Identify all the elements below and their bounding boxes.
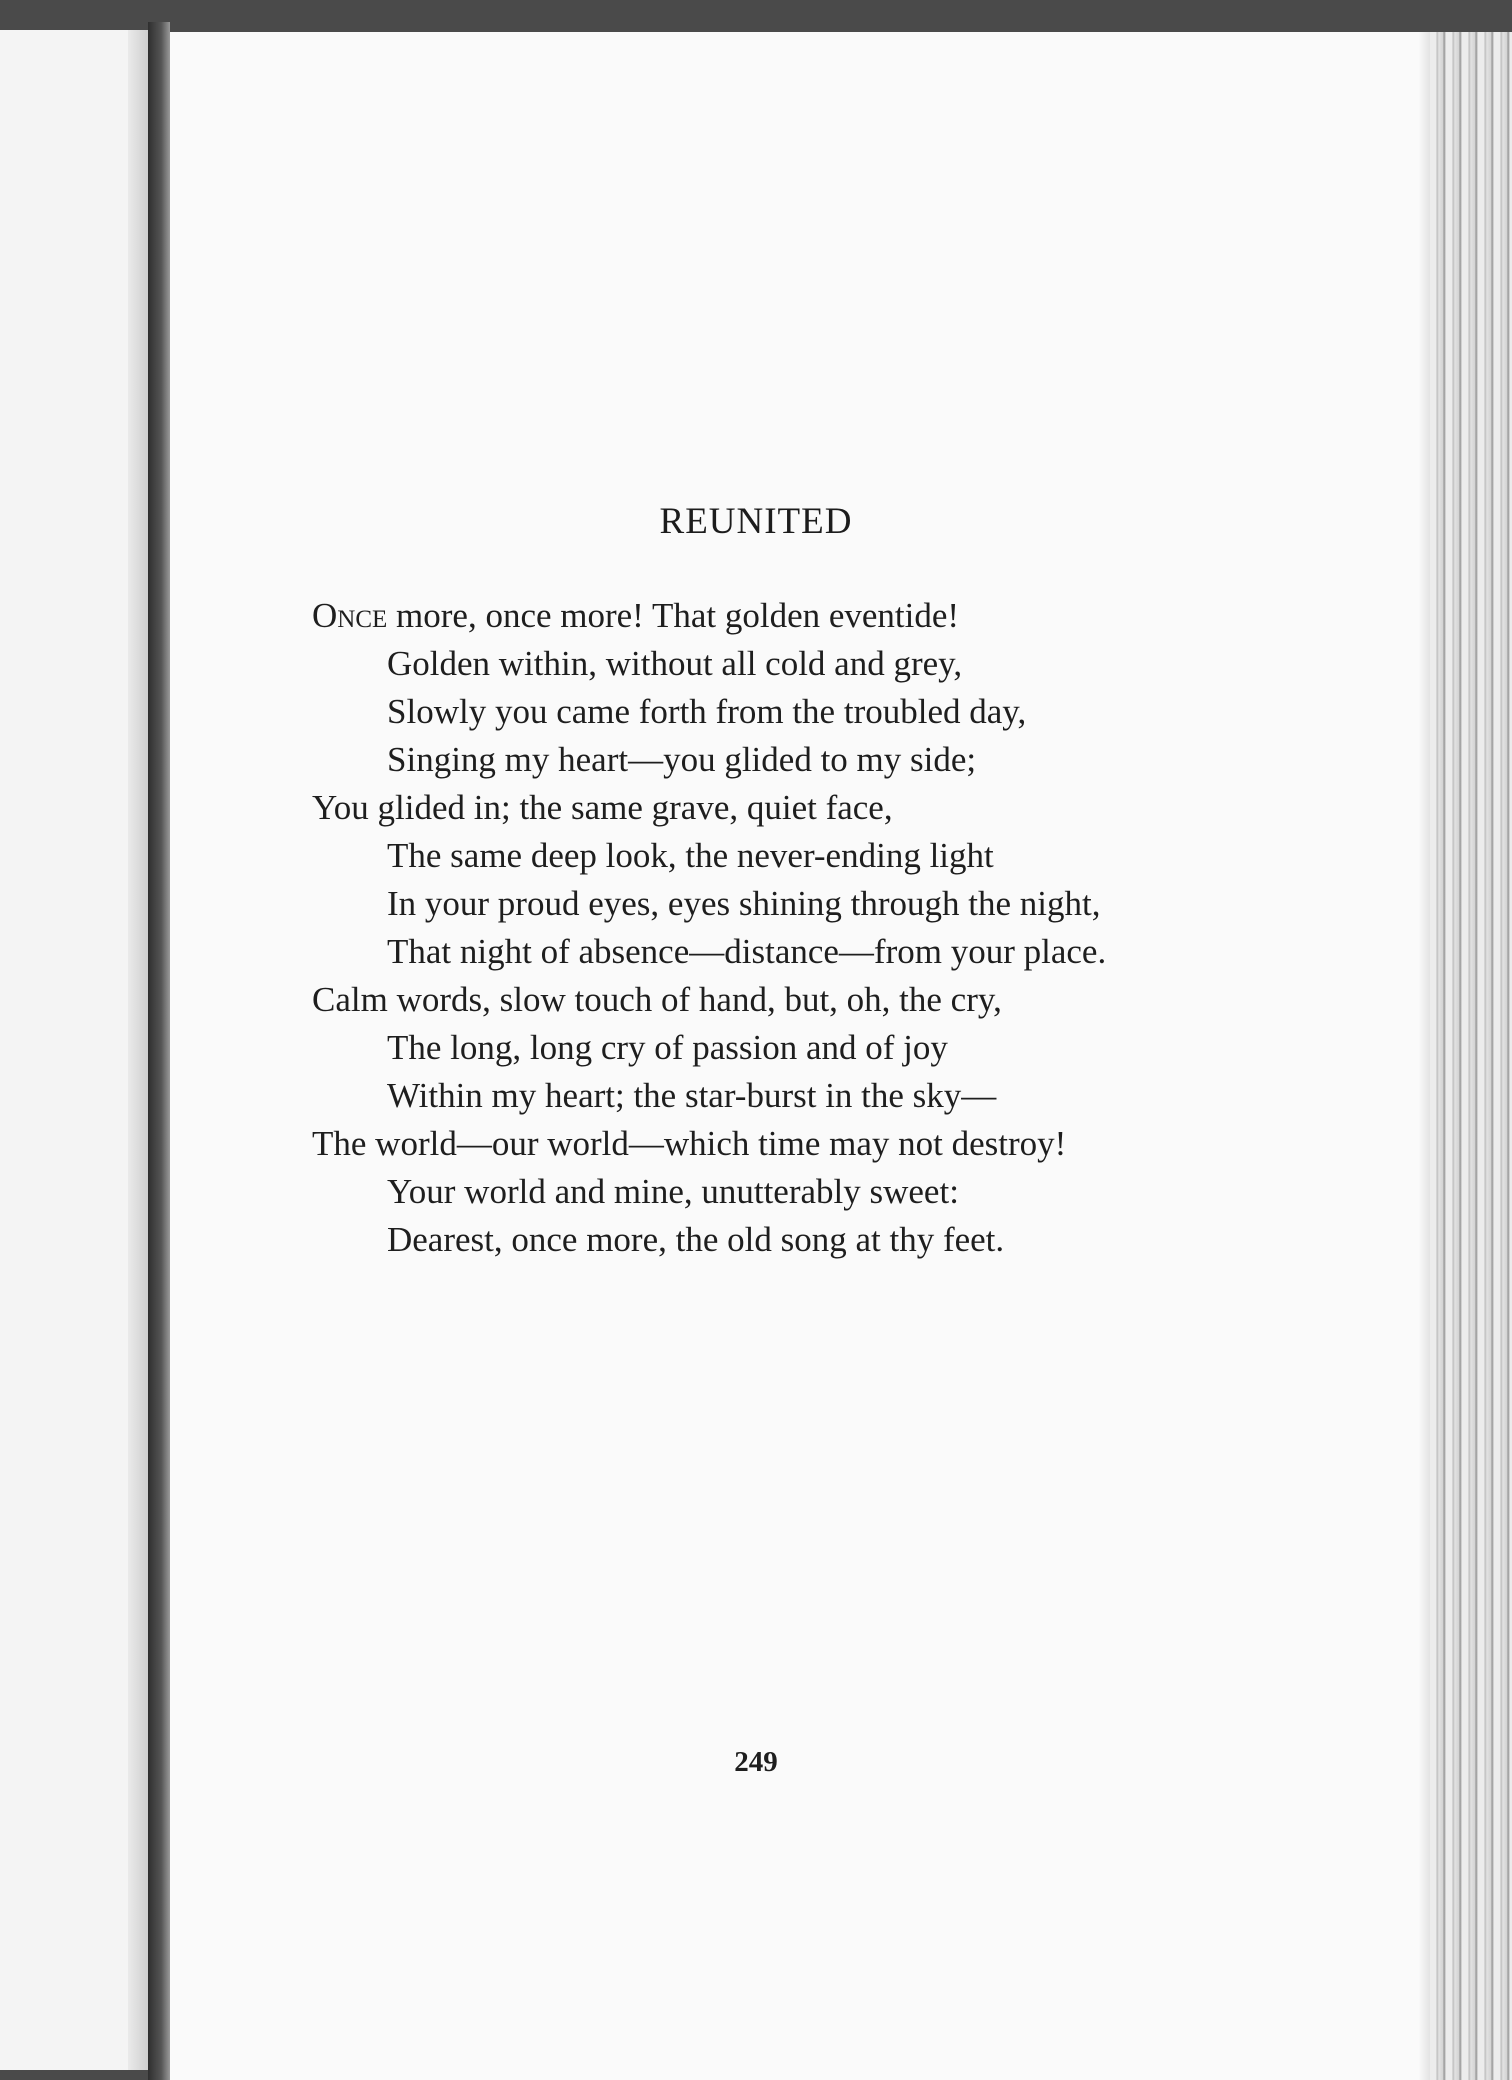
poem-line-text: Slowly you came forth from the troubled day, xyxy=(387,692,1027,731)
poem-line-text: Your world and mine, unutterably sweet: xyxy=(387,1172,959,1211)
poem-line-text: Calm words, slow touch of hand, but, oh, the cry, xyxy=(312,980,1002,1019)
poem-line xyxy=(312,640,1392,688)
poem-line xyxy=(312,880,1392,928)
poem-line xyxy=(312,784,1392,832)
poem-line-text: The same deep look, the never-ending light xyxy=(387,836,994,875)
poem-line xyxy=(312,1216,1392,1264)
poem-line xyxy=(312,1168,1392,1216)
poem-first-word: Once xyxy=(312,596,388,635)
poem-line-text: Golden within, without all cold and grey, xyxy=(387,644,963,683)
poem-line-text: In your proud eyes, eyes shining through the night, xyxy=(387,884,1101,923)
poem-line-text: The world—our world—which time may not destroy! xyxy=(312,1124,1067,1163)
poem-line-text: You glided in; the same grave, quiet face, xyxy=(312,788,893,827)
poem-line xyxy=(312,1120,1392,1168)
poem-line xyxy=(312,832,1392,880)
poem-line-text: Within my heart; the star-burst in the sky— xyxy=(387,1076,997,1115)
page-number: 249 xyxy=(734,1746,778,1778)
poem-line-text: more, once more! That golden eventide! xyxy=(387,596,960,635)
poem-line-text: Dearest, once more, the old song at thy feet. xyxy=(387,1220,1005,1259)
poem-line-text: Singing my heart—you glided to my side; xyxy=(387,740,977,779)
poem-line xyxy=(312,1072,1392,1120)
poem-line-text: That night of absence—distance—from your place. xyxy=(387,932,1107,971)
poem-line xyxy=(312,592,1392,640)
poem-line xyxy=(312,976,1392,1024)
poem-body xyxy=(312,592,1392,1264)
poem-title: REUNITED xyxy=(659,501,853,542)
poem-line-text: The long, long cry of passion and of joy xyxy=(387,1028,948,1067)
poem-line xyxy=(312,736,1392,784)
poem-line xyxy=(312,928,1392,976)
poem-line xyxy=(312,1024,1392,1072)
poem-line xyxy=(312,688,1392,736)
